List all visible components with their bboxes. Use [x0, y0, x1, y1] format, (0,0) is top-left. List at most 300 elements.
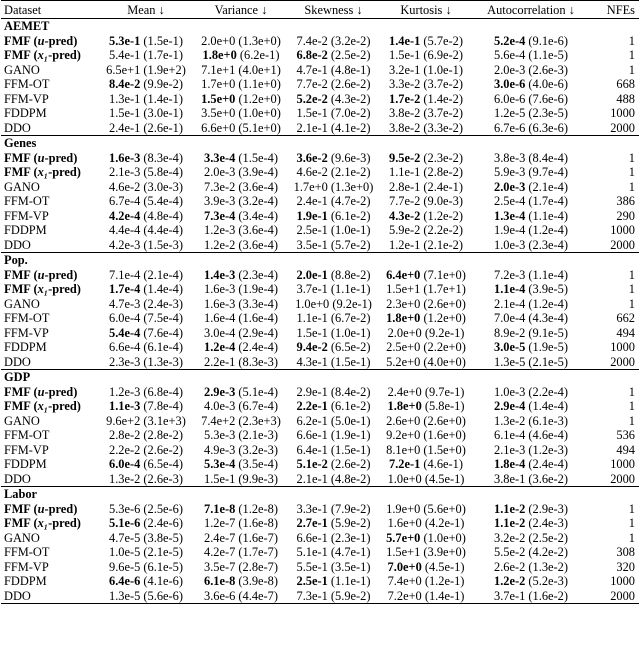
metric-value: 7.0e-4	[494, 311, 526, 326]
header-autocorrelation: Autocorrelation ↓	[472, 1, 590, 19]
metric-cell	[472, 106, 590, 121]
metric-cell	[287, 77, 380, 92]
nfe-cell: 1	[628, 413, 635, 428]
metric-std: (1.9e-1)	[327, 428, 371, 443]
metric-std: (1.5e+0)	[420, 442, 466, 457]
model-part: (	[30, 501, 38, 516]
metric-cell	[472, 385, 590, 400]
metric-value: 5.9e-2	[389, 223, 421, 238]
metric-cell	[97, 385, 195, 400]
model-name: GANO	[4, 179, 40, 194]
metric-std: (2.4e-4)	[525, 457, 568, 472]
metric-value: 9.6e-5	[109, 559, 141, 574]
metric-value: 1.4e-3	[204, 267, 236, 282]
metric-cell	[97, 502, 195, 517]
header-mean: Mean ↓	[97, 1, 195, 19]
table-row	[1, 340, 639, 355]
model-name: DDO	[1, 589, 97, 604]
metric-cell	[195, 63, 287, 78]
model-name	[1, 282, 97, 297]
metric-std: (2.4e-3)	[140, 296, 183, 311]
metric-std: (1.2e-2)	[420, 208, 463, 223]
metric-std: (1.3e+0)	[327, 179, 374, 194]
metric-value: 1.5e-1	[296, 106, 328, 121]
table-row	[1, 106, 639, 121]
metric-std: (9.6e-3)	[327, 150, 371, 165]
metric-cell	[472, 209, 590, 224]
metric-value: 3.8e-1	[494, 471, 526, 486]
table-row	[1, 92, 639, 107]
metric-std: (8.4e-4)	[525, 150, 568, 165]
model-name: GANO	[4, 530, 40, 545]
metric-cell	[97, 238, 195, 253]
model-name	[1, 385, 97, 400]
metric-value: 1.0e+0	[387, 471, 422, 486]
metric-cell	[380, 297, 472, 312]
metric-std: (5.1e+0)	[235, 120, 281, 135]
table-row	[1, 48, 639, 63]
metric-value: 7.3e-2	[204, 179, 236, 194]
metric-cell	[472, 502, 590, 517]
metric-std: (4.4e-7)	[235, 588, 278, 603]
metric-value: 2.5e-1	[296, 574, 328, 589]
model-name: FFM-OT	[4, 194, 50, 209]
model-variable: x₁	[37, 48, 49, 63]
metric-std: (4.6e-1)	[420, 457, 463, 472]
model-name: DDO	[4, 354, 31, 369]
metric-cell	[380, 589, 472, 604]
metric-value: 6.2e-1	[296, 413, 328, 428]
metric-std: (5.9e-2)	[327, 588, 371, 603]
metric-value: 8.1e+0	[386, 442, 421, 457]
metric-cell	[287, 165, 380, 180]
metric-cell	[472, 399, 590, 414]
metric-cell	[97, 589, 195, 604]
model-label	[4, 385, 77, 399]
metric-value: 5.2e-2	[296, 91, 328, 106]
metric-std: (1.1e-5)	[525, 48, 568, 63]
metric-value: 1.6e+0	[387, 516, 422, 531]
metric-value: 2.1e-1	[296, 471, 328, 486]
nfe-cell: 1	[628, 384, 635, 399]
metric-std: (2.8e-2)	[140, 428, 183, 443]
model-part: FMF	[4, 516, 31, 531]
table-row	[1, 121, 639, 136]
metric-value: 5.2e+0	[386, 354, 421, 369]
model-name: FDDPM	[4, 223, 47, 238]
metric-value: 2.0e+0	[387, 325, 422, 340]
table-row	[1, 355, 639, 370]
table-row	[1, 209, 639, 224]
metric-cell	[97, 151, 195, 166]
metric-cell	[287, 209, 380, 224]
table-row	[1, 297, 639, 312]
metric-cell	[380, 502, 472, 517]
header-kurtosis: Kurtosis ↓	[380, 1, 472, 19]
metric-std: (2.3e+3)	[235, 413, 281, 428]
model-name: FFM-VP	[4, 208, 49, 223]
nfe-cell: 1000	[610, 457, 635, 472]
section-header-row	[1, 19, 639, 34]
model-name	[1, 268, 97, 283]
metric-cell	[380, 516, 472, 531]
metric-value: 2.8e-1	[389, 179, 421, 194]
metric-cell	[380, 355, 472, 370]
metric-std: (2.3e-5)	[525, 106, 568, 121]
metric-value: 1.8e+0	[386, 311, 421, 326]
section-header-row	[1, 370, 639, 385]
table-body	[1, 19, 639, 604]
metric-cell	[195, 48, 287, 63]
metric-cell	[97, 574, 195, 589]
metric-std: (1.0e+0)	[235, 106, 281, 121]
metric-value: 2.5e-1	[296, 223, 328, 238]
metric-value: 3.0e-5	[494, 340, 526, 355]
metric-std: (1.5e-3)	[140, 237, 183, 252]
metric-value: 3.3e-4	[204, 150, 236, 165]
metric-value: 3.7e-1	[494, 588, 526, 603]
model-name: FDDPM	[4, 574, 47, 589]
metric-value: 5.5e-1	[296, 559, 328, 574]
metric-std: (2.6e-1)	[140, 120, 183, 135]
metric-value: 1.1e-2	[494, 501, 526, 516]
metric-std: (2.8e-7)	[235, 559, 278, 574]
metric-cell	[287, 502, 380, 517]
metric-value: 1.1e-1	[296, 311, 328, 326]
metric-value: 4.6e-2	[296, 165, 328, 180]
nfe-cell: 1000	[610, 574, 635, 589]
metric-cell	[195, 545, 287, 560]
metric-std: (7.8e-4)	[140, 399, 183, 414]
metric-value: 6.4e+0	[386, 267, 421, 282]
metric-std: (3.9e-5)	[525, 282, 568, 297]
metric-std: (1.0e-1)	[327, 325, 371, 340]
metric-cell	[97, 77, 195, 92]
metric-std: (9.1e-6)	[525, 33, 568, 48]
metric-cell	[195, 209, 287, 224]
metric-value: 1.6e-3	[204, 296, 236, 311]
metric-std: (1.5e-1)	[140, 33, 183, 48]
model-part: -pred)	[44, 33, 78, 48]
metric-cell	[287, 355, 380, 370]
model-part: (	[30, 165, 38, 180]
metric-cell	[195, 472, 287, 487]
metric-cell	[287, 531, 380, 546]
metric-cell	[380, 545, 472, 560]
metric-cell	[380, 77, 472, 92]
metric-cell	[287, 48, 380, 63]
metric-value: 1.9e+0	[386, 501, 421, 516]
metric-value: 5.6e-4	[494, 48, 526, 63]
metric-value: 9.4e-2	[296, 340, 328, 355]
model-part: -pred)	[48, 165, 81, 180]
metric-std: (2.6e+0)	[420, 413, 466, 428]
model-name: FFM-VP	[4, 559, 49, 574]
metric-std: (4.8e-1)	[327, 62, 371, 77]
model-name	[1, 516, 97, 531]
metric-cell	[287, 428, 380, 443]
metric-value: 4.7e-1	[296, 62, 328, 77]
metric-std: (3.6e-4)	[235, 179, 278, 194]
metric-value: 4.7e-3	[109, 296, 141, 311]
metric-std: (1.2e+0)	[235, 91, 281, 106]
metric-std: (2.1e-3)	[235, 428, 278, 443]
metric-std: (4.2e-1)	[421, 516, 465, 531]
metric-cell	[195, 574, 287, 589]
metric-cell	[380, 385, 472, 400]
metric-cell	[380, 34, 472, 49]
metric-value: 4.3e-2	[389, 208, 421, 223]
model-label	[4, 165, 81, 179]
table-row	[1, 574, 639, 589]
metric-std: (3.9e+0)	[420, 545, 466, 560]
metric-std: (9.2e-1)	[421, 325, 465, 340]
metric-cell	[380, 311, 472, 326]
metric-std: (6.1e-3)	[525, 413, 568, 428]
metric-value: 3.6e-6	[204, 588, 236, 603]
model-variable: u	[37, 501, 45, 516]
metric-cell	[195, 399, 287, 414]
metric-cell	[97, 560, 195, 575]
metric-cell	[380, 165, 472, 180]
section-name: Pop.	[1, 253, 639, 268]
metric-cell	[195, 180, 287, 195]
metric-std: (6.1e-4)	[140, 340, 183, 355]
metric-std: (3.3e-4)	[235, 296, 278, 311]
metric-cell	[97, 414, 195, 429]
metric-value: 5.3e-4	[204, 457, 236, 472]
metric-cell	[97, 92, 195, 107]
metric-cell	[472, 589, 590, 604]
metric-value: 1.8e-4	[494, 457, 526, 472]
table-row	[1, 472, 639, 487]
metric-std: (2.6e-2)	[140, 442, 183, 457]
metric-value: 3.6e-2	[296, 150, 328, 165]
metric-cell	[287, 574, 380, 589]
metric-std: (1.3e+0)	[235, 33, 281, 48]
metric-cell	[380, 63, 472, 78]
model-name: DDO	[4, 120, 31, 135]
metric-std: (1.4e-4)	[140, 282, 183, 297]
metric-std: (3.2e-2)	[327, 33, 371, 48]
metric-cell	[195, 92, 287, 107]
metric-cell	[195, 194, 287, 209]
metric-std: (2.9e-3)	[525, 501, 568, 516]
nfe-cell: 536	[616, 428, 635, 443]
nfe-cell: 1000	[610, 106, 635, 121]
model-name: FFM-OT	[4, 77, 50, 92]
metric-value: 2.2e-1	[296, 399, 328, 414]
metric-std: (7.6e-4)	[140, 325, 183, 340]
metric-cell	[97, 531, 195, 546]
metric-std: (1.4e-1)	[421, 588, 465, 603]
table-row	[1, 399, 639, 414]
metric-cell	[287, 311, 380, 326]
metric-cell	[287, 414, 380, 429]
metric-value: 5.1e-2	[296, 457, 328, 472]
metric-cell	[287, 472, 380, 487]
metric-value: 1.2e-4	[204, 340, 236, 355]
metric-std: (1.1e-1)	[327, 282, 371, 297]
model-name: FFM-VP	[4, 442, 49, 457]
metric-value: 1.2e-2	[494, 574, 526, 589]
metric-cell	[472, 180, 590, 195]
metric-cell	[380, 560, 472, 575]
metric-cell	[380, 180, 472, 195]
metric-cell	[472, 77, 590, 92]
metric-cell	[195, 34, 287, 49]
metric-cell	[380, 414, 472, 429]
metric-std: (1.6e-7)	[235, 530, 278, 545]
metric-cell	[380, 238, 472, 253]
model-label	[4, 268, 77, 282]
metric-cell	[380, 48, 472, 63]
metric-value: 5.3e-3	[204, 428, 236, 443]
metric-value: 1.2e-5	[494, 106, 526, 121]
metric-value: 7.1e-8	[204, 501, 236, 516]
header-skewness: Skewness ↓	[287, 1, 380, 19]
metric-value: 4.9e-3	[204, 442, 236, 457]
nfe-cell: 320	[616, 559, 635, 574]
metric-std: (2.5e-2)	[327, 48, 371, 63]
metric-cell	[380, 151, 472, 166]
metric-value: 1.3e-5	[109, 588, 141, 603]
nfe-cell: 1	[628, 530, 635, 545]
model-label	[4, 34, 77, 48]
metric-value: 1.0e-5	[109, 545, 141, 560]
metric-value: 7.2e-3	[494, 267, 526, 282]
metric-std: (3.1e+3)	[140, 413, 186, 428]
metric-std: (8.4e-2)	[327, 384, 371, 399]
metric-value: 3.5e-1	[296, 237, 328, 252]
metric-value: 3.8e-2	[389, 106, 421, 121]
metric-std: (4.6e-4)	[525, 428, 568, 443]
metric-value: 4.0e-3	[204, 399, 236, 414]
metric-value: 1.4e-1	[389, 33, 421, 48]
metric-cell	[472, 48, 590, 63]
metric-cell	[195, 77, 287, 92]
metric-value: 1.2e-3	[204, 223, 236, 238]
model-part: (	[30, 384, 38, 399]
metric-cell	[97, 282, 195, 297]
metric-value: 6.1e-4	[494, 428, 526, 443]
metric-cell	[380, 531, 472, 546]
model-name: FDDPM	[4, 457, 47, 472]
nfe-cell: 2000	[610, 120, 635, 135]
metric-cell	[287, 34, 380, 49]
metric-cell	[195, 165, 287, 180]
metric-std: (3.0e-3)	[140, 179, 183, 194]
metric-value: 7.3e-1	[296, 588, 328, 603]
metric-std: (6.5e-4)	[140, 457, 183, 472]
table-row	[1, 34, 639, 49]
metric-std: (1.9e+2)	[140, 62, 186, 77]
metric-value: 2.1e-1	[296, 120, 328, 135]
model-part: -pred)	[48, 399, 81, 414]
metric-cell	[97, 121, 195, 136]
model-name: FFM-VP	[4, 91, 49, 106]
model-label	[4, 151, 77, 165]
metric-value: 7.0e+0	[387, 559, 422, 574]
metric-value: 1.1e-4	[494, 282, 526, 297]
metric-value: 1.3e-5	[494, 354, 526, 369]
metric-value: 2.0e-3	[494, 179, 526, 194]
metric-std: (8.3e-4)	[140, 150, 183, 165]
nfe-cell: 2000	[590, 589, 639, 604]
model-part: FMF	[4, 267, 31, 282]
metric-cell	[195, 457, 287, 472]
metric-std: (2.3e-4)	[525, 237, 568, 252]
metric-cell	[195, 502, 287, 517]
metric-value: 1.1e-1	[389, 165, 421, 180]
metric-std: (5.4e-4)	[140, 194, 183, 209]
nfe-cell: 1	[628, 179, 635, 194]
metric-std: (4.7e-1)	[327, 545, 371, 560]
metric-std: (4.0e+1)	[235, 62, 281, 77]
model-label	[4, 399, 81, 413]
metric-value: 6.0e-6	[494, 91, 526, 106]
metric-cell	[97, 48, 195, 63]
metric-std: (5.2e-3)	[525, 574, 568, 589]
metric-cell	[287, 194, 380, 209]
metric-value: 1.2e-1	[389, 237, 421, 252]
metric-value: 2.1e-3	[494, 442, 526, 457]
metric-cell	[287, 457, 380, 472]
metric-value: 1.3e-1	[109, 91, 141, 106]
metric-std: (4.0e+0)	[420, 354, 466, 369]
metric-value: 4.7e-5	[109, 530, 141, 545]
metric-cell	[97, 106, 195, 121]
metric-value: 1.5e+1	[386, 282, 421, 297]
metric-std: (2.2e-2)	[420, 223, 463, 238]
metric-std: (4.5e-1)	[421, 471, 465, 486]
model-part: -pred)	[48, 282, 81, 297]
metric-std: (1.2e-4)	[525, 296, 568, 311]
model-name: DDO	[4, 237, 31, 252]
model-variable: x₁	[37, 165, 49, 180]
metric-value: 3.0e-4	[204, 325, 236, 340]
metric-std: (2.4e-4)	[235, 340, 278, 355]
metric-cell	[380, 106, 472, 121]
metric-value: 1.6e-3	[109, 150, 141, 165]
section-name: Genes	[1, 136, 639, 151]
metric-value: 7.4e+0	[387, 574, 422, 589]
metric-value: 4.3e-1	[296, 354, 328, 369]
section-name: GDP	[1, 370, 639, 385]
metric-std: (1.5e-4)	[235, 150, 278, 165]
header-nfes: NFEs	[590, 1, 639, 19]
metric-value: 5.9e-3	[494, 165, 526, 180]
metric-value: 1.5e+1	[386, 545, 421, 560]
metric-std: (1.1e+0)	[235, 77, 281, 92]
metric-value: 7.3e-4	[204, 208, 236, 223]
metric-value: 2.2e-2	[109, 442, 141, 457]
metric-value: 7.2e-1	[389, 457, 421, 472]
model-part: -pred)	[48, 48, 81, 63]
metric-cell	[287, 560, 380, 575]
metric-std: (6.5e-2)	[327, 340, 371, 355]
model-name: FDDPM	[4, 340, 47, 355]
metric-std: (1.9e-4)	[235, 282, 278, 297]
nfe-cell: 1	[628, 282, 635, 297]
metric-cell	[97, 180, 195, 195]
metric-value: 2.4e-1	[109, 120, 141, 135]
metric-value: 4.2e-7	[204, 545, 236, 560]
metric-std: (2.1e-2)	[327, 165, 371, 180]
metric-value: 6.1e-8	[204, 574, 236, 589]
metric-std: (2.2e-4)	[525, 384, 568, 399]
metric-cell	[472, 443, 590, 458]
